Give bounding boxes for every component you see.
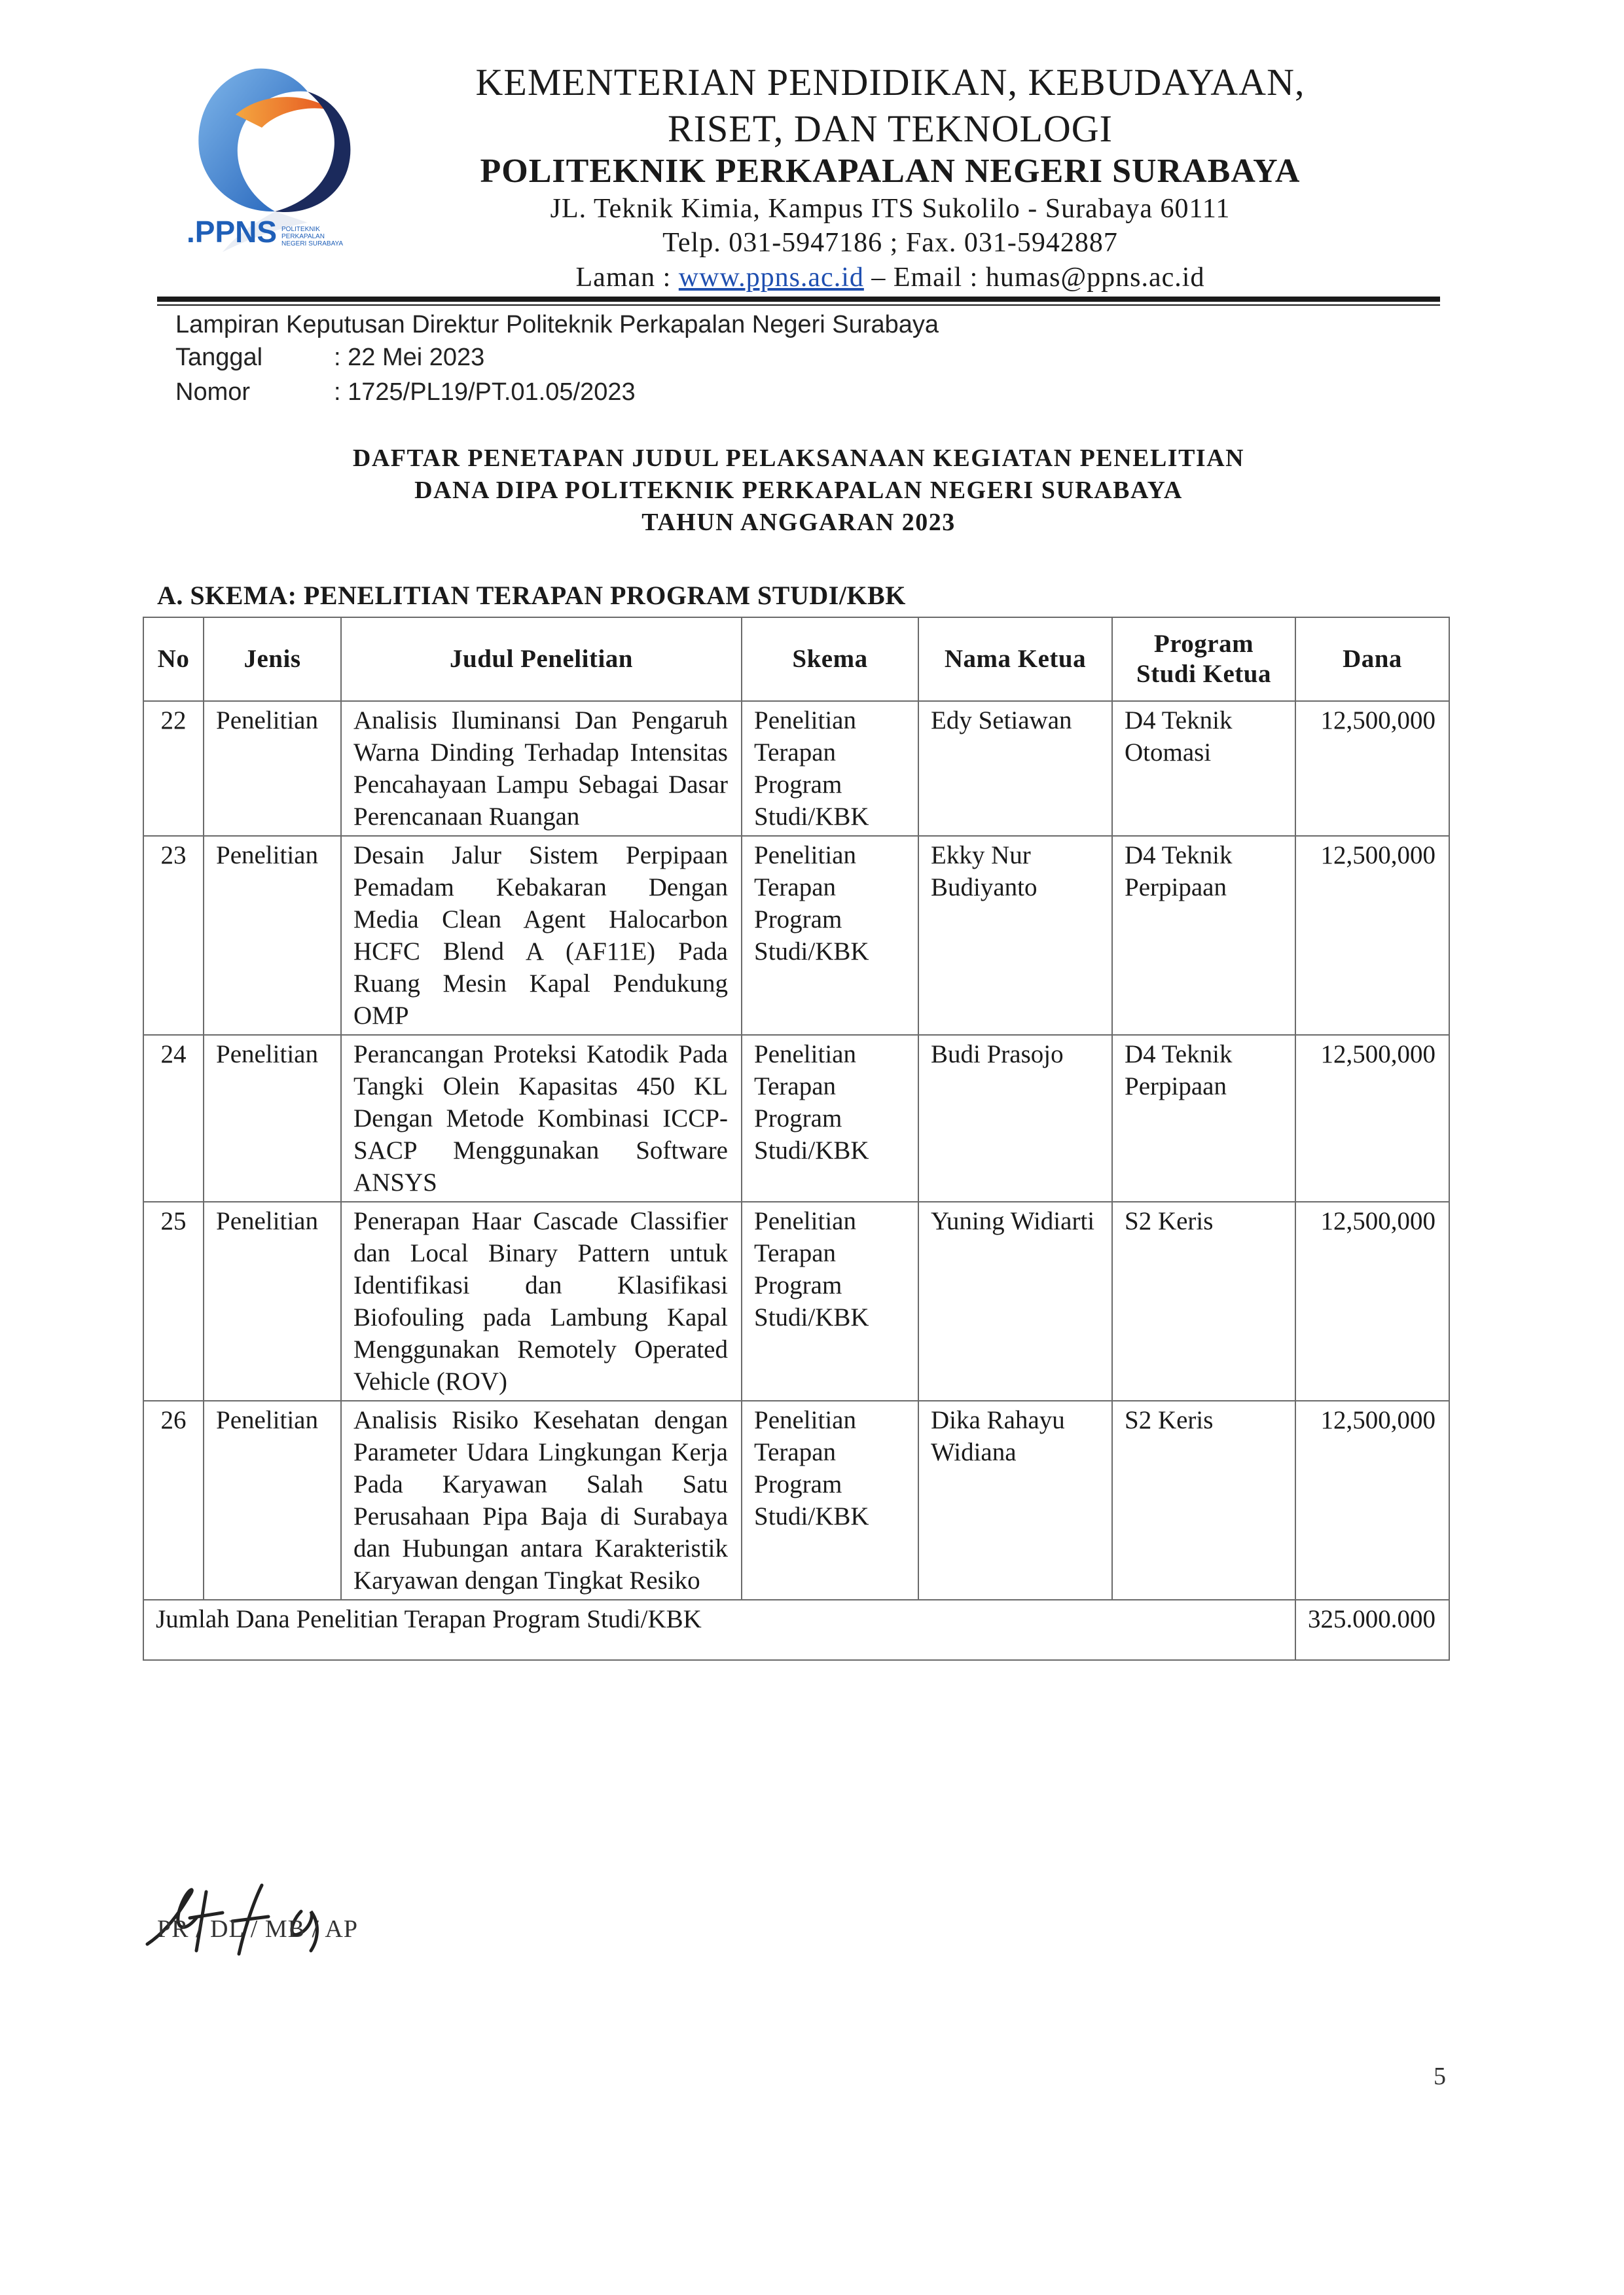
cell-judul: Desain Jalur Sistem Perpipaan Pemadam Kebakaran Dengan Media Clean Agent Halocarbon HCFC Blend A (AF11E) Pada Ruang Mesin Kapal Pendukung OMP <box>341 836 742 1035</box>
cell-no: 23 <box>143 836 204 1035</box>
total-label: Jumlah Dana Penelitian Terapan Program Studi/KBK <box>143 1600 1295 1660</box>
cell-no: 24 <box>143 1035 204 1202</box>
cell-dana: 12,500,000 <box>1295 701 1449 836</box>
cell-skema: Penelitian Terapan Program Studi/KBK <box>742 701 918 836</box>
logo-subtext-2: PERKAPALAN <box>281 233 325 240</box>
cell-ketua: Budi Prasojo <box>918 1035 1112 1202</box>
laman-label: Laman : <box>575 262 679 293</box>
cell-dana: 12,500,000 <box>1295 1035 1449 1202</box>
ppns-logo <box>177 56 373 259</box>
cell-ketua: Edy Setiawan <box>918 701 1112 836</box>
total-row <box>143 1600 1449 1660</box>
logo-subtext-3: NEGERI SURABAYA <box>281 240 344 247</box>
cell-judul: Penerapan Haar Cascade Classifier dan Local Binary Pattern untuk Identifikasi dan Klasifikasi Biofouling pada Lambung Kapal Menggunakan Remotely Operated Vehicle (ROV) <box>341 1202 742 1401</box>
letterhead-address: JL. Teknik Kimia, Kampus ITS Sukolilo - Surabaya 60111 <box>550 194 1231 224</box>
initials-text: PR / DL / MB / AP <box>157 1915 359 1943</box>
cell-jenis: Penelitian <box>204 836 341 1035</box>
letterhead-institution: POLITEKNIK PERKAPALAN NEGERI SURABAYA <box>480 153 1301 190</box>
header-judul: Judul Penelitian <box>341 617 742 701</box>
cell-prodi: S2 Keris <box>1112 1202 1295 1401</box>
cell-judul: Analisis Risiko Kesehatan dengan Parameter Udara Lingkungan Kerja Pada Karyawan Salah Satu Perusahaan Pipa Baja di Surabaya dan Hubungan antara Karakteristik Karyawan dengan Tingkat Resiko <box>341 1401 742 1600</box>
cell-jenis: Penelitian <box>204 1035 341 1202</box>
logo-text: .PPNS <box>187 215 278 249</box>
table-header-row <box>143 617 1449 701</box>
section-heading: A. SKEMA: PENELITIAN TERAPAN PROGRAM STUDI/KBK <box>157 581 906 610</box>
cell-prodi: D4 Teknik Perpipaan <box>1112 836 1295 1035</box>
letterhead-contact <box>367 262 1414 293</box>
letterhead-rule-thin <box>157 304 1440 306</box>
cell-skema: Penelitian Terapan Program Studi/KBK <box>742 1202 918 1401</box>
letterhead-rule-thick <box>157 297 1440 302</box>
header-ketua: Nama Ketua <box>918 617 1112 701</box>
header-no: No <box>143 617 204 701</box>
cell-judul: Analisis Iluminansi Dan Pengaruh Warna Dinding Terhadap Intensitas Pencahayaan Lampu Sebagai Dasar Perencanaan Ruangan <box>341 701 742 836</box>
tanggal-value: : 22 Mei 2023 <box>334 344 485 371</box>
page-number: 5 <box>1434 2063 1446 2090</box>
cell-ketua: Dika Rahayu Widiana <box>918 1401 1112 1600</box>
letterhead-ministry-1: KEMENTERIAN PENDIDIKAN, KEBUDAYAAN, <box>475 61 1305 103</box>
table-row <box>143 1202 1449 1401</box>
cell-dana: 12,500,000 <box>1295 1202 1449 1401</box>
header-prodi <box>1112 617 1295 701</box>
cell-skema: Penelitian Terapan Program Studi/KBK <box>742 1401 918 1600</box>
letterhead-phone: Telp. 031-5947186 ; Fax. 031-5942887 <box>662 228 1118 258</box>
nomor-label: Nomor <box>175 378 251 406</box>
table-row <box>143 836 1449 1035</box>
cell-ketua: Ekky Nur Budiyanto <box>918 836 1112 1035</box>
table-row <box>143 1035 1449 1202</box>
document-title-1: DAFTAR PENETAPAN JUDUL PELAKSANAAN KEGIATAN PENELITIAN <box>352 444 1245 472</box>
nomor-value: : 1725/PL19/PT.01.05/2023 <box>334 378 636 406</box>
cell-jenis: Penelitian <box>204 1202 341 1401</box>
cell-jenis: Penelitian <box>204 701 341 836</box>
cell-ketua: Yuning Widiarti <box>918 1202 1112 1401</box>
header-prodi-line2: Studi Ketua <box>1136 660 1271 688</box>
total-value: 325.000.000 <box>1295 1600 1449 1660</box>
cell-jenis: Penelitian <box>204 1401 341 1600</box>
logo-subtext-1: POLITEKNIK <box>281 226 320 233</box>
header-dana: Dana <box>1295 617 1449 701</box>
cell-prodi: S2 Keris <box>1112 1401 1295 1600</box>
header-prodi-line1: Program <box>1153 630 1254 658</box>
header-jenis: Jenis <box>204 617 341 701</box>
cell-no: 25 <box>143 1202 204 1401</box>
cell-skema: Penelitian Terapan Program Studi/KBK <box>742 836 918 1035</box>
cell-dana: 12,500,000 <box>1295 836 1449 1035</box>
cell-dana: 12,500,000 <box>1295 1401 1449 1600</box>
letterhead-ministry-2: RISET, DAN TEKNOLOGI <box>668 107 1113 150</box>
cell-no: 26 <box>143 1401 204 1600</box>
table-row <box>143 701 1449 836</box>
cell-no: 22 <box>143 701 204 836</box>
document-title-2: DANA DIPA POLITEKNIK PERKAPALAN NEGERI SURABAYA <box>414 477 1183 504</box>
website-link[interactable]: www.ppns.ac.id <box>678 262 864 293</box>
header-skema: Skema <box>742 617 918 701</box>
email-text: – Email : humas@ppns.ac.id <box>863 262 1205 293</box>
cell-prodi: D4 Teknik Perpipaan <box>1112 1035 1295 1202</box>
cell-prodi: D4 Teknik Otomasi <box>1112 701 1295 836</box>
tanggal-label: Tanggal <box>175 344 263 371</box>
table-row <box>143 1401 1449 1600</box>
research-table <box>143 617 1450 1661</box>
document-title-3: TAHUN ANGGARAN 2023 <box>641 509 956 536</box>
cell-judul: Perancangan Proteksi Katodik Pada Tangki Olein Kapasitas 450 KL Dengan Metode Kombinasi ICCP-SACP Menggunakan Software ANSYS <box>341 1035 742 1202</box>
cell-skema: Penelitian Terapan Program Studi/KBK <box>742 1035 918 1202</box>
lampiran-title: Lampiran Keputusan Direktur Politeknik Perkapalan Negeri Surabaya <box>175 311 939 338</box>
